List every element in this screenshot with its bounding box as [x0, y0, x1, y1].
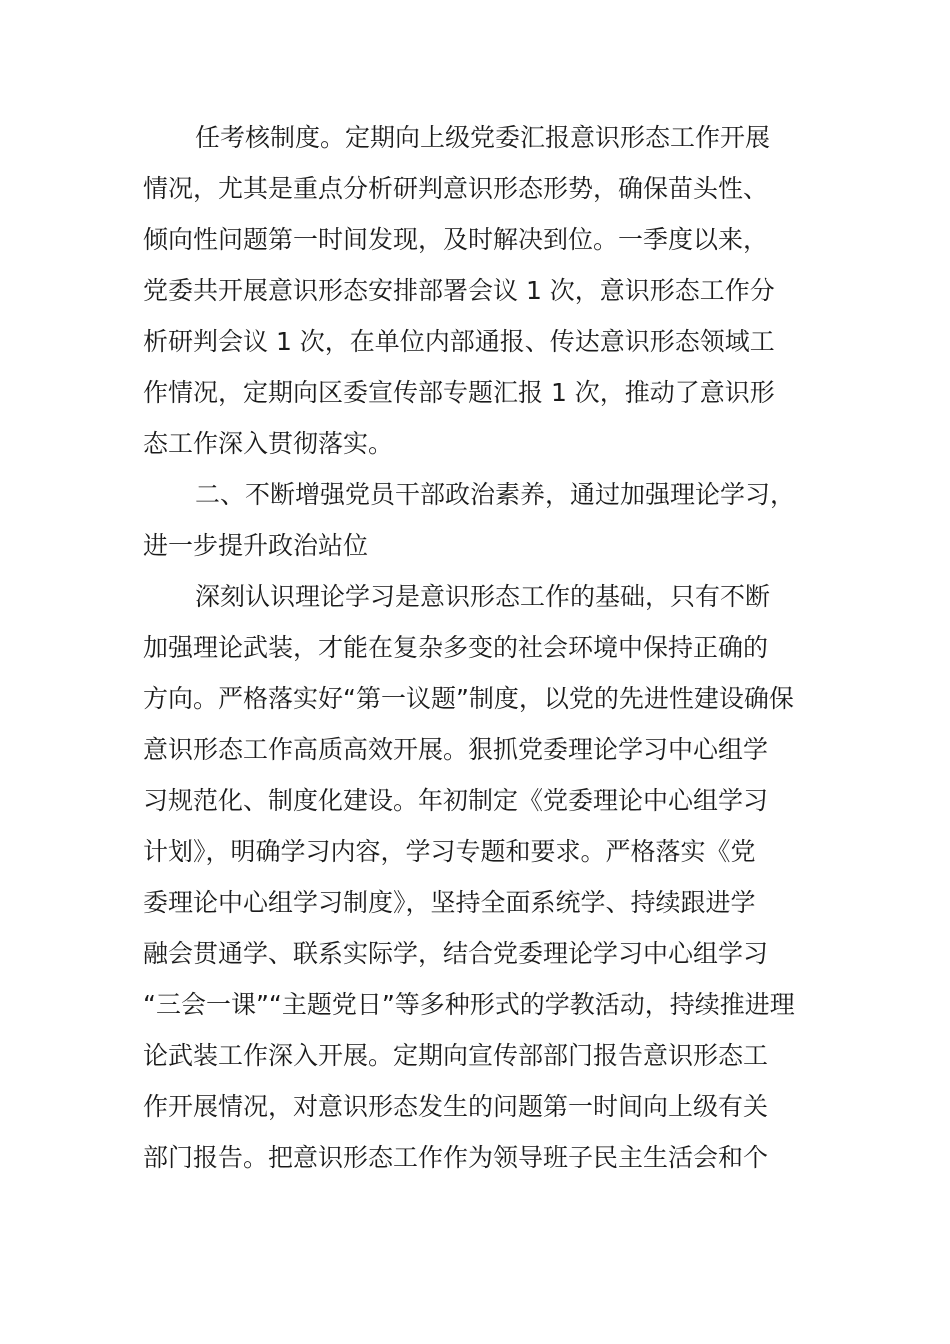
paragraph-3-line-10: 论武装工作深入开展。定期向宣传部部门报告意识形态工 [143, 1041, 769, 1070]
paragraph-3-line-12: 部门报告。把意识形态工作作为领导班子民主生活会和个 [143, 1143, 769, 1172]
paragraph-3-line-2: 加强理论武装，才能在复杂多变的社会环境中保持正确的 [143, 633, 769, 662]
paragraph-1-line-5: 析研判会议 1 次，在单位内部通报、传达意识形态领域工 [143, 327, 775, 356]
paragraph-3-line-6: 计划》，明确学习内容，学习专题和要求。严格落实《党 [143, 837, 756, 866]
paragraph-3-line-4: 意识形态工作高质高效开展。狠抓党委理论学习中心组学 [143, 735, 769, 764]
paragraph-3-line-7: 委理论中心组学习制度》，坚持全面系统学、持续跟进学 [143, 888, 756, 917]
paragraph-1-line-7: 态工作深入贯彻落实。 [143, 429, 394, 458]
paragraph-3-line-3: 方向。严格落实好“第一议题”制度，以党的先进性建设确保 [143, 684, 794, 713]
paragraph-1-line-4: 党委共开展意识形态安排部署会议 1 次，意识形态工作分 [143, 276, 775, 305]
paragraph-3-line-11: 作开展情况，对意识形态发生的问题第一时间向上级有关 [143, 1092, 769, 1121]
section-heading-line-1: 二、不断增强党员干部政治素养，通过加强理论学习， [195, 480, 796, 509]
section-heading-line-2: 进一步提升政治站位 [143, 531, 369, 560]
paragraph-1-line-1: 任考核制度。定期向上级党委汇报意识形态工作开展 [195, 123, 771, 152]
paragraph-1-line-2: 情况，尤其是重点分析研判意识形态形势，确保苗头性、 [143, 174, 769, 203]
paragraph-3-line-5: 习规范化、制度化建设。年初制定《党委理论中心组学习 [143, 786, 769, 815]
paragraph-3-line-1: 深刻认识理论学习是意识形态工作的基础，只有不断 [195, 582, 771, 611]
paragraph-3-line-8: 融会贯通学、联系实际学，结合党委理论学习中心组学习 [143, 939, 769, 968]
paragraph-1-line-3: 倾向性问题第一时间发现，及时解决到位。一季度以来， [143, 225, 769, 254]
document-body [143, 112, 807, 1183]
paragraph-1-line-6: 作情况，定期向区委宣传部专题汇报 1 次，推动了意识形 [143, 378, 775, 407]
paragraph-3-line-9: “三会一课”“主题党日”等多种形式的学教活动，持续推进理 [143, 990, 795, 1019]
